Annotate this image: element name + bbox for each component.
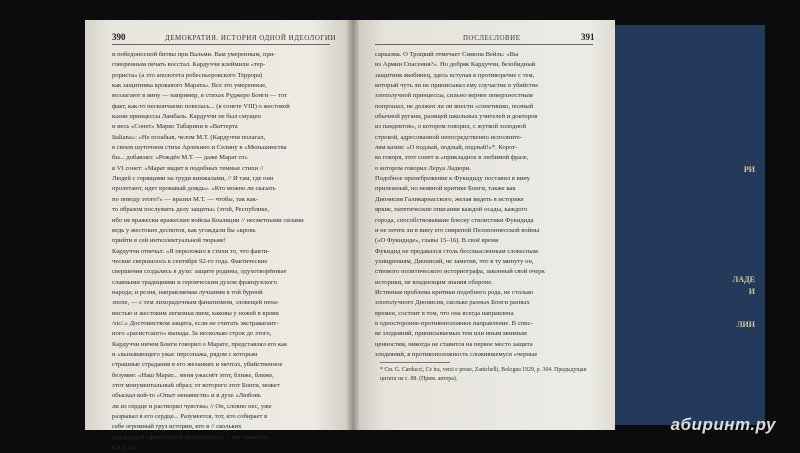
text-line: как защитника кровавого Марата». Все это умеренные, xyxy=(112,82,267,90)
text-line: страшные страдания в его желаниях и мечтах, убийственное xyxy=(112,361,283,369)
text-line: /sic/.» Достоинством защита, если не считать экстравагант- xyxy=(112,319,279,327)
background-book xyxy=(615,25,765,425)
text-line: Italiana»: «Не позабыв, челом М.Т. (Кардуччи полагал, xyxy=(112,133,266,141)
header-rule xyxy=(375,44,593,45)
right-page xyxy=(353,20,615,430)
text-line: из пандектов», о котором говорил, с жуткой холодной xyxy=(375,123,526,131)
text-line: города, способствовавшие блеску стилистики Фукидида xyxy=(375,216,534,224)
page-number: 390 xyxy=(112,32,126,42)
text-line: Дионисия Галикарнасского, желая видеть в историке xyxy=(375,195,524,203)
text-line: злополучного Дионисия, сколько разных Бонги разных xyxy=(375,299,530,307)
page-number: 391 xyxy=(581,32,595,42)
text-line: этот монументальный образ; от которого этот Бонги, может xyxy=(112,382,280,389)
text-line: обычной ругани, разящей школьных учителей и докторов xyxy=(375,113,538,121)
footnote-rule xyxy=(380,362,450,363)
text-line: в своем шуточном стихе Арлекино и Селину в «Меньшинства xyxy=(112,144,287,152)
text-line: из Армии Спасения?». Но добряк Кардуччи, безобидный xyxy=(375,61,536,69)
running-head: ДЕМОКРАТИЯ. ИСТОРИЯ ОДНОЙ ИДЕОЛОГИИ xyxy=(165,34,336,42)
text-line: возлагают в вину — например, в стихах Руджеро Бонги — тот xyxy=(112,92,288,100)
text-line: ухищрениям, Дионисий, не заметив, что в ту минуту он, xyxy=(375,257,534,265)
text-line: злодеяний, в противоположность сложившемуся «черные xyxy=(375,351,538,359)
text-line: эпохе, — с тем лихорадочным фанатизмом, зловещей нена- xyxy=(112,299,279,307)
text-line: пролетают, идет кровавый дождь». «Кто можно ли сказать xyxy=(112,185,276,193)
text-line: сарказма. О Троцкий отмечает Симона Вейль: «Вы xyxy=(375,51,519,58)
text-line: ко говоря, этот сонет и «прикладное в любимой фразе, xyxy=(375,154,529,162)
text-line: безумие: «Наш Марат... меня ужаснёт этот, ближе, ближе, xyxy=(112,371,274,379)
body-text-continued xyxy=(375,288,593,360)
header-rule xyxy=(112,44,330,45)
text-line: Истинная проблема критики подобного рода, не столько xyxy=(375,289,534,296)
text-line: защитник якобинец, здесь вступая в противоречие с тем, xyxy=(375,71,535,79)
text-line: над каждой «филологией металлургов», // мог пожелать xyxy=(112,433,270,441)
text-line: то образом послужить делу защиты» (этой, Республике, xyxy=(112,206,270,214)
text-line: обыскал кой-то «Опыт ненависти» и в духе «Любовь xyxy=(112,392,261,400)
text-line: Людей с горящими на груди кинжалами, // И там, где они xyxy=(112,175,274,183)
body-text xyxy=(375,50,593,288)
text-line: ведь у жестоких деспотов, как угождали бы «кровь xyxy=(112,226,256,234)
text-line: Кардуччи ничем Бонги говорил о Марате, представлял его как xyxy=(112,340,288,348)
text-line: и в т. д.». xyxy=(112,444,138,452)
watermark: абиринт.ру xyxy=(670,415,776,434)
running-head: ПОСЛЕСЛОВИЕ xyxy=(463,34,521,42)
text-line: Подобное пренебрежение к Фукидиду поставил в вину xyxy=(375,175,531,183)
open-book xyxy=(85,20,615,452)
text-line: («О Фукидиде», главы 15–16). В своё время xyxy=(375,237,499,245)
spine-text-4: ЛИН xyxy=(736,320,755,329)
text-line: и не почти ли в вину его свирепой Пелопоннесской войны xyxy=(375,226,540,234)
text-line: и «вызывающего ужас персонажа, рядом с которым xyxy=(112,350,258,358)
text-line: Кардуччи отвечал: «Я переложил в стихи то, что факти- xyxy=(112,247,270,255)
text-line: народа; и резня, направляемая лучшими в той бурной xyxy=(112,288,263,296)
text-line: славными традициями и героическим духом французского xyxy=(112,278,277,286)
text-line: факт, как-то нескончаемо повелась... (в сонете VIII) о жестокой xyxy=(112,102,290,110)
text-line: разрывал в его сердце... Разумеется, тот, кто собирает в xyxy=(112,413,268,421)
text-line: говоренным печать восстал. Кардуччи клеймили «тер- xyxy=(112,61,266,69)
text-line: и весь «Сонет» Марко Табарини в «Ваттерта xyxy=(112,123,238,131)
text-line: лям казни: «О подлый, подлый, подлый!»*. Корот- xyxy=(375,144,518,152)
spine-text-1: РИ xyxy=(743,165,755,174)
text-line: в односторонне-противоположное направление. В спис- xyxy=(375,320,533,328)
text-line: злополучной принцессы, сильно вернее поверхностным xyxy=(375,92,533,100)
text-line: строкой, адресованной непосредственно исполните- xyxy=(375,133,523,141)
text-line: ке злодеяний, приписываемых тем или иным мнимым xyxy=(375,330,527,338)
spine-text-3: И xyxy=(748,287,755,296)
text-line: рориста» (а это апологета робеспьеровского Террора) xyxy=(112,71,263,79)
text-line: прийти в сей интеллектуальной тюрьме! xyxy=(112,237,226,245)
text-line: ного «расистского» выпада. За несколько строк до этого, xyxy=(112,330,272,338)
text-line: в VI сонет: «Марат видит в подобных темные стихи // xyxy=(112,164,264,172)
text-line: ценностям, никогда не ставится на первое место защита xyxy=(375,340,533,348)
text-line: попрошал, не должен ли он внести «сонетишко, полный xyxy=(375,102,534,110)
text-line: вистью и жестоким легкомыслием, каковы у ножей в крови xyxy=(112,309,279,317)
text-line: ствового политического историографа, законный свой очерк xyxy=(375,268,545,276)
text-line: яркие, патетические описания каждой осады, каждого xyxy=(375,206,528,214)
text-line: историки, не владеющим знания обороне. xyxy=(375,278,493,286)
left-page xyxy=(85,20,353,452)
text-line: свершения создались в духе: защите родины, одухотворённые xyxy=(112,268,287,276)
text-line: и победоносной битвы при Вальми. Вам умеренным, при- xyxy=(112,51,276,58)
gutter-shadow xyxy=(347,20,359,430)
text-line: по поводу этого?» — вразил М.Т. — чтобы, так как- xyxy=(112,195,259,203)
text-line: Фукидид не предавался столь бессмысленным словесным xyxy=(375,247,538,255)
text-line: прилежный, но неявной критике Бонги, также как xyxy=(375,185,516,193)
spine-text-2: ЛАДЕ xyxy=(732,275,755,284)
text-line: который чуть ли не приписывал ему соучастие в убийстве xyxy=(375,82,539,90)
text-line: ли из сердце и растворял чувства» // Он, словно пес, уже xyxy=(112,402,272,410)
text-line: ибо не вражески вражеские войска Коалиции // несметными силами xyxy=(112,216,304,224)
text-line: о котором говорил Леруа Ладюри. xyxy=(375,164,471,172)
body-text xyxy=(112,50,330,453)
footnote: * См. G. Carducci, Ce ira, versi e prose, Zanichelli, Bologna 1929, p. 304. Предыдущая цитата на с. 88. (Прим. автора). xyxy=(380,367,587,382)
text-line: ческие свершилось в сентябре 92-го года. Фактические xyxy=(112,257,268,265)
text-line: времен, состоит в том, что она всегда направлена xyxy=(375,309,514,317)
text-line: себе огромный груз истории, кто в // скольких xyxy=(112,423,242,431)
text-line: казни принцессы Ламбаль. Кардуччи не был смущен xyxy=(112,113,261,121)
text-line: бы... добавлял: «Рождён М.Т. — даже Марат от» xyxy=(112,154,248,162)
